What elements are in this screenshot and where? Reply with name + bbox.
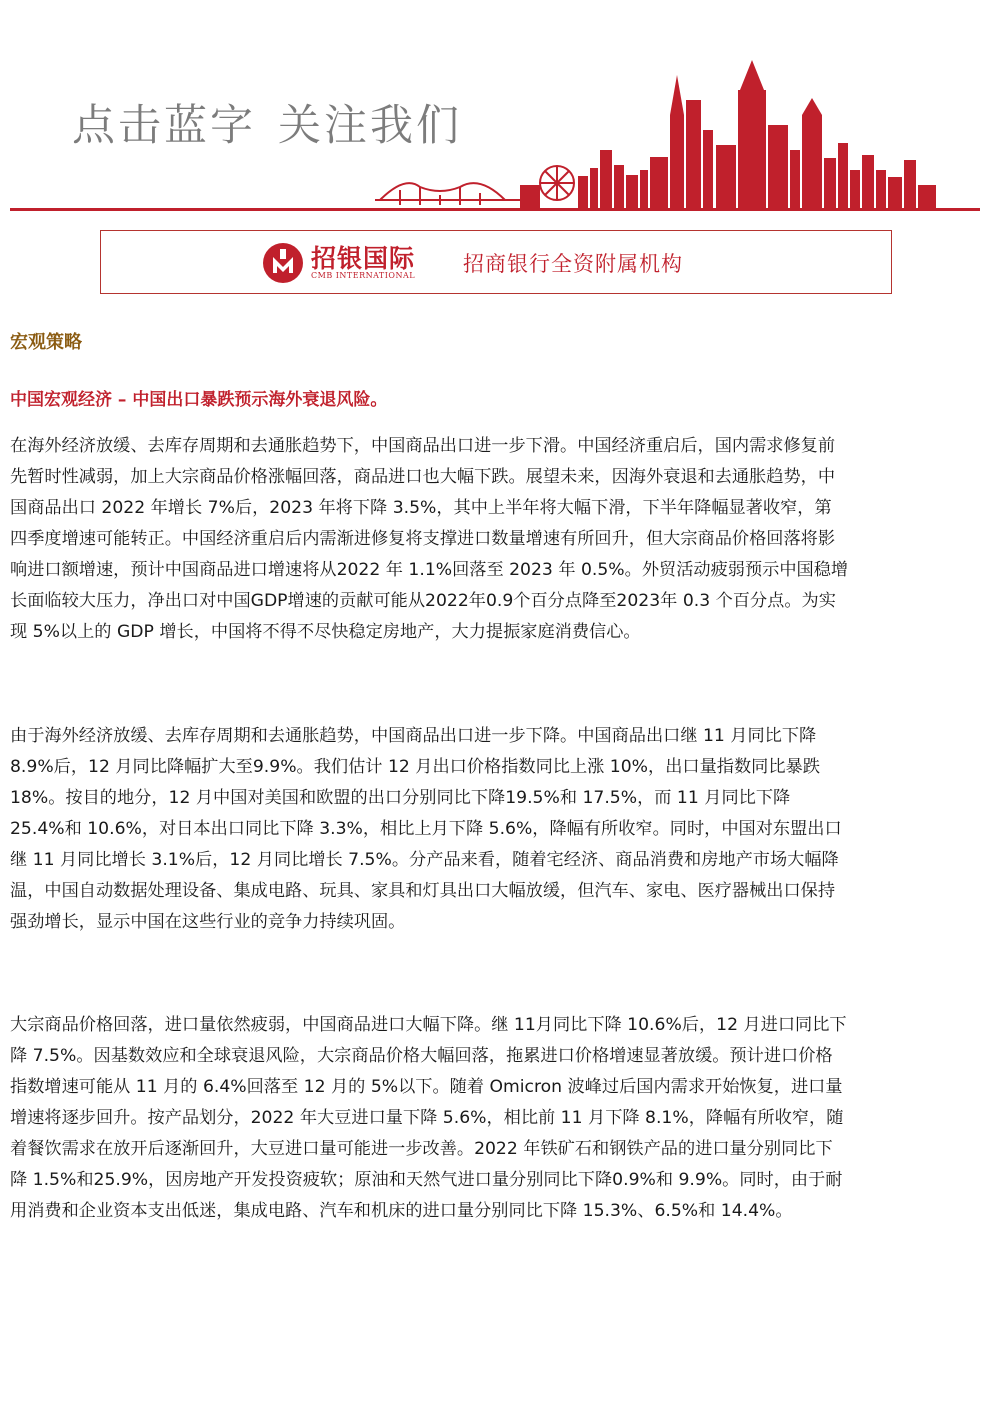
banner-title-part2: 关注我们 — [278, 101, 462, 151]
brand-box — [100, 230, 892, 294]
paragraph-line: 长面临较大压力，净出口对中国GDP增速的贡献可能从2022年0.9个百分点降至2023年 0.3 个百分点。为实 — [10, 591, 836, 611]
cmb-logo-icon — [261, 241, 305, 285]
bridge-icon — [375, 183, 540, 205]
banner-title-part1: 点击蓝字 — [72, 101, 256, 151]
banner-divider — [10, 208, 980, 211]
article-paragraph-3 — [10, 1010, 985, 1227]
paragraph-line: 18%。按目的地分，12 月中国对美国和欧盟的出口分别同比下降19.5%和 17.5%，而 11 月同比下降 — [10, 788, 791, 808]
paragraph-line: 在海外经济放缓、去库存周期和去通胀趋势下，中国商品出口进一步下滑。中国经济重启后，国内需求修复前 — [10, 436, 836, 456]
article-paragraph-2 — [10, 721, 985, 938]
paragraph-line: 由于海外经济放缓、去库存周期和去通胀趋势，中国商品出口进一步下降。中国商品出口继 11 月同比下降 — [10, 726, 817, 746]
paragraph-line: 强劲增长，显示中国在这些行业的竞争力持续巩固。 — [10, 912, 406, 932]
paragraph-line: 指数增速可能从 11 月的 6.4%回落至 12 月的 5%以下。随着 Omicron 波峰过后国内需求开始恢复，进口量 — [10, 1077, 843, 1097]
header-banner — [0, 0, 992, 215]
paragraph-line: 先暂时性减弱，加上大宗商品价格涨幅回落，商品进口也大幅下跌。展望未来，因海外衰退和去通胀趋势，中 — [10, 467, 836, 487]
article-headline: 中国宏观经济 – 中国出口暴跌预示海外衰退风险。 — [10, 390, 388, 410]
ferris-wheel-icon — [540, 166, 574, 200]
paragraph-line: 着餐饮需求在放开后逐渐回升，大豆进口量可能进一步改善。2022 年铁矿石和钢铁产品的进口量分别同比下 — [10, 1139, 833, 1159]
paragraph-line: 降 7.5%。因基数效应和全球衰退风险，大宗商品价格大幅回落，拖累进口价格增速显著放缓。预计进口价格 — [10, 1046, 833, 1066]
skyline-buildings — [520, 60, 936, 208]
section-label: 宏观策略 — [10, 332, 82, 353]
brand-name-cn: 招银国际 — [311, 244, 416, 273]
paragraph-line: 国商品出口 2022 年增长 7%后，2023 年将下降 3.5%，其中上半年将大幅下滑，下半年降幅显著收窄，第 — [10, 498, 832, 518]
paragraph-line: 现 5%以上的 GDP 增长，中国将不得不尽快稳定房地产，大力提振家庭消费信心。 — [10, 622, 641, 642]
article-paragraph-1 — [10, 431, 985, 648]
paragraph-line: 用消费和企业资本支出低迷，集成电路、汽车和机床的进口量分别同比下降 15.3%、6.5%和 14.4%。 — [10, 1201, 793, 1221]
paragraph-line: 温，中国自动数据处理设备、集成电路、玩具、家具和灯具出口大幅放缓，但汽车、家电、医疗器械出口保持 — [10, 881, 836, 901]
paragraph-line: 继 11 月同比增长 3.1%后，12 月同比增长 7.5%。分产品来看，随着宅经济、商品消费和房地产市场大幅降 — [10, 850, 839, 870]
paragraph-line: 响进口额增速，预计中国商品进口增速将从2022 年 1.1%回落至 2023 年 0.5%。外贸活动疲弱预示中国稳增 — [10, 560, 849, 580]
paragraph-line: 8.9%后，12 月同比降幅扩大至9.9%。我们估计 12 月出口价格指数同比上涨 10%，出口量指数同比暴跌 — [10, 757, 820, 777]
brand-tagline: 招商银行全资附属机构 — [463, 252, 683, 276]
paragraph-line: 增速将逐步回升。按产品划分，2022 年大豆进口量下降 5.6%，相比前 11 月下降 8.1%，降幅有所收窄，随 — [10, 1108, 844, 1128]
paragraph-line: 四季度增速可能转正。中国经济重启后内需渐进修复将支撑进口数量增速有所回升，但大宗商品价格回落将影 — [10, 529, 836, 549]
paragraph-line: 25.4%和 10.6%，对日本出口同比下降 3.3%，相比上月下降 5.6%，降幅有所收窄。同时，中国对东盟出口 — [10, 819, 842, 839]
brand-name-en: CMB INTERNATIONAL — [311, 271, 416, 280]
city-skyline-illustration — [0, 0, 992, 215]
paragraph-line: 大宗商品价格回落，进口量依然疲弱，中国商品进口大幅下降。继 11月同比下降 10.6%后，12 月进口同比下 — [10, 1015, 847, 1035]
paragraph-line: 降 1.5%和25.9%，因房地产开发投资疲软；原油和天然气进口量分别同比下降0.9%和 9.9%。同时，由于耐 — [10, 1170, 843, 1190]
